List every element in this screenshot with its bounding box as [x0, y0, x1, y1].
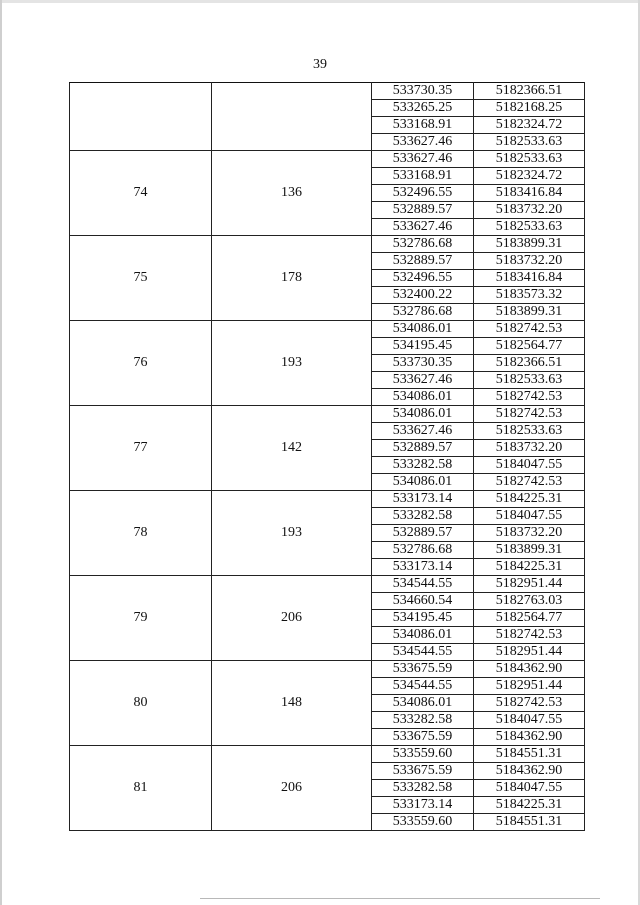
table-row: [70, 151, 585, 168]
coordinate-y-cell: 5182742.53: [474, 406, 585, 423]
coordinate-y-cell: 5182951.44: [474, 678, 585, 695]
coordinate-y-cell: 5184047.55: [474, 508, 585, 525]
coordinate-x-cell: 534086.01: [372, 627, 474, 644]
coordinate-x-cell: 532400.22: [372, 287, 474, 304]
coordinate-x-cell: 533675.59: [372, 763, 474, 780]
coordinate-x-cell: 533265.25: [372, 100, 474, 117]
coordinates-table-body: [70, 83, 585, 831]
coordinate-y-cell: 5182742.53: [474, 474, 585, 491]
coordinate-y-cell: 5184551.31: [474, 746, 585, 763]
parcel-area-cell: 136: [212, 151, 372, 236]
scan-left-edge: [0, 0, 2, 905]
coordinate-x-cell: 532889.57: [372, 202, 474, 219]
coordinate-x-cell: 532496.55: [372, 270, 474, 287]
parcel-number-cell: 81: [70, 746, 212, 831]
coordinate-x-cell: 533168.91: [372, 168, 474, 185]
parcel-number-cell: [70, 83, 212, 151]
coordinate-y-cell: 5182533.63: [474, 151, 585, 168]
parcel-number-cell: 76: [70, 321, 212, 406]
coordinate-x-cell: 533730.35: [372, 355, 474, 372]
coordinate-x-cell: 533559.60: [372, 814, 474, 831]
table-row: [70, 661, 585, 678]
coordinate-y-cell: 5183899.31: [474, 304, 585, 321]
coordinate-x-cell: 533675.59: [372, 661, 474, 678]
coordinate-x-cell: 532889.57: [372, 253, 474, 270]
coordinate-y-cell: 5184225.31: [474, 797, 585, 814]
coordinate-x-cell: 534544.55: [372, 576, 474, 593]
coordinate-y-cell: 5182951.44: [474, 644, 585, 661]
coordinate-y-cell: 5183416.84: [474, 270, 585, 287]
coordinate-y-cell: 5182324.72: [474, 168, 585, 185]
coordinate-x-cell: 534544.55: [372, 644, 474, 661]
coordinate-y-cell: 5183573.32: [474, 287, 585, 304]
table-row: [70, 236, 585, 253]
table-row: [70, 491, 585, 508]
parcel-area-cell: 193: [212, 491, 372, 576]
coordinate-y-cell: 5182742.53: [474, 321, 585, 338]
coordinate-y-cell: 5182564.77: [474, 338, 585, 355]
parcel-area-cell: [212, 83, 372, 151]
coordinate-y-cell: 5182533.63: [474, 423, 585, 440]
coordinate-x-cell: 532786.68: [372, 236, 474, 253]
coordinate-x-cell: 534086.01: [372, 321, 474, 338]
parcel-number-cell: 80: [70, 661, 212, 746]
coordinate-y-cell: 5184225.31: [474, 491, 585, 508]
coordinate-y-cell: 5183732.20: [474, 525, 585, 542]
page-number: 39: [313, 57, 327, 72]
parcel-number-cell: 79: [70, 576, 212, 661]
parcel-area-cell: 206: [212, 576, 372, 661]
coordinate-x-cell: 533282.58: [372, 712, 474, 729]
coordinate-y-cell: 5183732.20: [474, 202, 585, 219]
table-row: [70, 746, 585, 763]
coordinate-x-cell: 533559.60: [372, 746, 474, 763]
coordinate-x-cell: 532889.57: [372, 525, 474, 542]
coordinate-x-cell: 533168.91: [372, 117, 474, 134]
coordinate-y-cell: 5182951.44: [474, 576, 585, 593]
coordinate-y-cell: 5183416.84: [474, 185, 585, 202]
coordinate-y-cell: 5182742.53: [474, 627, 585, 644]
coordinate-y-cell: 5182366.51: [474, 83, 585, 100]
coordinate-x-cell: 533282.58: [372, 780, 474, 797]
coordinate-x-cell: 534544.55: [372, 678, 474, 695]
coordinate-y-cell: 5182324.72: [474, 117, 585, 134]
coordinate-x-cell: 533627.46: [372, 134, 474, 151]
coordinate-x-cell: 533675.59: [372, 729, 474, 746]
coordinate-y-cell: 5183899.31: [474, 236, 585, 253]
coordinate-x-cell: 533282.58: [372, 457, 474, 474]
coordinate-x-cell: 533173.14: [372, 797, 474, 814]
coordinate-y-cell: 5184362.90: [474, 661, 585, 678]
coordinate-y-cell: 5183732.20: [474, 253, 585, 270]
coordinate-y-cell: 5184047.55: [474, 780, 585, 797]
coordinate-x-cell: 534086.01: [372, 406, 474, 423]
coordinate-x-cell: 533730.35: [372, 83, 474, 100]
coordinate-y-cell: 5182742.53: [474, 389, 585, 406]
parcel-area-cell: 148: [212, 661, 372, 746]
coordinate-y-cell: 5182533.63: [474, 134, 585, 151]
coordinate-y-cell: 5184047.55: [474, 712, 585, 729]
coordinate-x-cell: 532889.57: [372, 440, 474, 457]
table-row: [70, 83, 585, 100]
coordinate-x-cell: 533173.14: [372, 491, 474, 508]
coordinate-y-cell: 5182366.51: [474, 355, 585, 372]
scan-top-edge: [0, 0, 640, 3]
coordinate-x-cell: 533627.46: [372, 423, 474, 440]
coordinate-x-cell: 533627.46: [372, 219, 474, 236]
coordinate-x-cell: 534086.01: [372, 474, 474, 491]
coordinate-y-cell: 5184225.31: [474, 559, 585, 576]
parcel-area-cell: 178: [212, 236, 372, 321]
coordinate-y-cell: 5184551.31: [474, 814, 585, 831]
coordinate-y-cell: 5182533.63: [474, 372, 585, 389]
coordinate-y-cell: 5183899.31: [474, 542, 585, 559]
coordinate-x-cell: 533627.46: [372, 151, 474, 168]
coordinate-y-cell: 5182533.63: [474, 219, 585, 236]
coordinate-x-cell: 533173.14: [372, 559, 474, 576]
table-row: [70, 576, 585, 593]
parcel-number-cell: 77: [70, 406, 212, 491]
table-row: [70, 321, 585, 338]
coordinate-x-cell: 533627.46: [372, 372, 474, 389]
parcel-area-cell: 206: [212, 746, 372, 831]
table-row: [70, 406, 585, 423]
coordinate-y-cell: 5183732.20: [474, 440, 585, 457]
coordinates-table: [69, 82, 585, 831]
coordinate-y-cell: 5182168.25: [474, 100, 585, 117]
parcel-number-cell: 74: [70, 151, 212, 236]
coordinate-x-cell: 534660.54: [372, 593, 474, 610]
coordinate-x-cell: 534086.01: [372, 389, 474, 406]
coordinate-y-cell: 5184047.55: [474, 457, 585, 474]
parcel-area-cell: 142: [212, 406, 372, 491]
coordinate-y-cell: 5182742.53: [474, 695, 585, 712]
coordinate-x-cell: 534086.01: [372, 695, 474, 712]
coordinate-x-cell: 533282.58: [372, 508, 474, 525]
coordinate-x-cell: 532786.68: [372, 304, 474, 321]
parcel-number-cell: 75: [70, 236, 212, 321]
coordinate-y-cell: 5184362.90: [474, 729, 585, 746]
coordinate-x-cell: 534195.45: [372, 610, 474, 627]
coordinate-x-cell: 534195.45: [372, 338, 474, 355]
coordinate-x-cell: 532786.68: [372, 542, 474, 559]
parcel-number-cell: 78: [70, 491, 212, 576]
parcel-area-cell: 193: [212, 321, 372, 406]
coordinate-x-cell: 532496.55: [372, 185, 474, 202]
scan-bottom-rule: [200, 898, 600, 899]
coordinate-y-cell: 5184362.90: [474, 763, 585, 780]
coordinate-y-cell: 5182564.77: [474, 610, 585, 627]
coordinate-y-cell: 5182763.03: [474, 593, 585, 610]
